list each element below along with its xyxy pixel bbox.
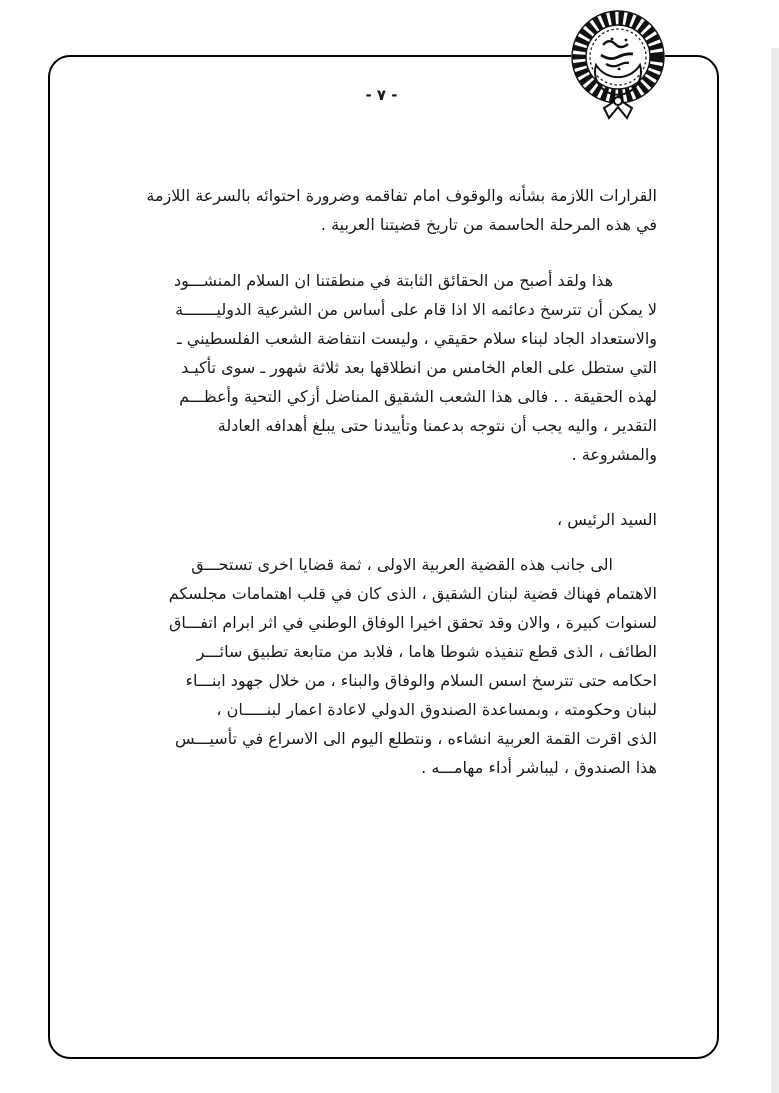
text-line: في هذه المرحلة الحاسمة من تاريخ قضيتنا العربية . bbox=[320, 215, 657, 234]
text-line: هذا الصندوق ، ليباشر أداء مهامـــه . bbox=[421, 758, 657, 777]
text-line: احكامه حتى تترسخ اسس السلام والوفاق والبناء ، من خلال جهود ابنـــاء bbox=[185, 671, 657, 690]
text-line: لا يمكن أن تترسخ دعائمه الا اذا قام على أساس من الشرعية الدوليـــــــة bbox=[175, 300, 657, 319]
text-line: الى جانب هذه القضية العربية الاولى ، ثمة قضايا اخرى تستحـــق bbox=[191, 555, 613, 574]
paragraph-3 bbox=[121, 550, 657, 782]
text-line: لسنوات كبيرة ، والان وقد تحقق اخيرا الوفاق الوطني في اثر ابرام اتفـــاق bbox=[168, 613, 657, 632]
text-line: الاهتمام فهناك قضية لبنان الشقيق ، الذى كان في قلب اهتمامات مجلسكم bbox=[168, 584, 657, 603]
paragraph-1 bbox=[121, 181, 657, 239]
text-line: التي ستطل على العام الخامس من انطلاقها بعد ثلاثة شهور ـ سوى تأكيـد bbox=[181, 358, 657, 377]
text-line: لهذه الحقيقة . . فالى هذا الشعب الشقيق المناضل أزكي التحية وأعظـــم bbox=[179, 387, 657, 406]
text-line: الذى اقرت القمة العربية انشاءه ، ونتطلع اليوم الى الاسراع في تأسيـــس bbox=[175, 729, 657, 748]
text-line: الطائف ، الذى قطع تنفيذه شوطا هاما ، فلابد من متابعة تطبيق سائـــر bbox=[196, 642, 657, 661]
text-line: لبنان وحكومته ، وبمساعدة الصندوق الدولي لاعادة اعمار لبنـــــان ، bbox=[216, 700, 657, 719]
text-line: والاستعداد الجاد لبناء سلام حقيقي ، وليست انتفاضة الشعب الفلسطيني ـ bbox=[176, 329, 657, 348]
page-number: - ٧ - bbox=[365, 86, 398, 104]
text-line: التقدير ، واليه يجب أن نتوجه بدعمنا وتأييدنا حتى يبلغ أهدافه العادلة bbox=[217, 416, 657, 435]
paragraph-2 bbox=[121, 266, 657, 469]
scan-edge-artifact bbox=[771, 48, 779, 1093]
salutation-heading bbox=[121, 505, 657, 534]
text-line: هذا ولقد أصبح من الحقائق الثابتة في منطقتنا ان السلام المنشـــود bbox=[174, 271, 613, 290]
text-line: السيد الرئيس ، bbox=[557, 510, 657, 529]
text-line: القرارات اللازمة بشأنه والوقوف امام تفاقمه وضرورة احتوائه بالسرعة اللازمة bbox=[146, 186, 657, 205]
arab-league-emblem-icon bbox=[570, 3, 666, 125]
document-body bbox=[121, 181, 657, 782]
text-line: والمشروعة . bbox=[571, 445, 657, 464]
